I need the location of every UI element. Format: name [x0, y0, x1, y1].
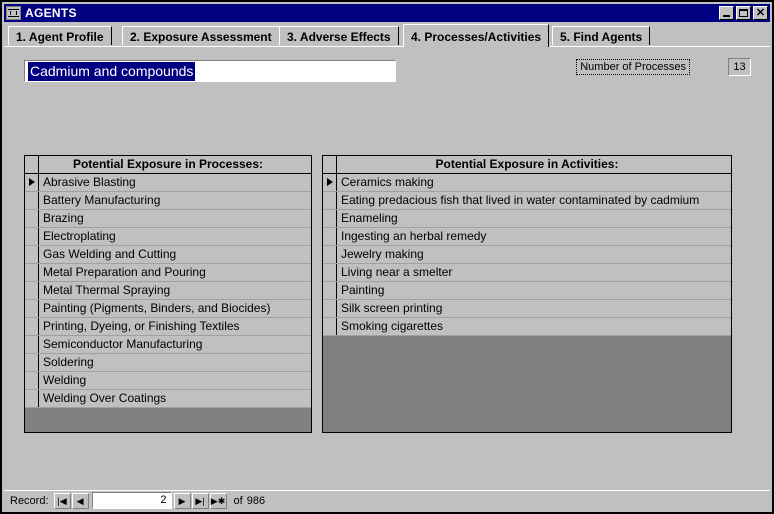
number-of-processes-label: Number of Processes	[576, 59, 690, 75]
table-row[interactable]	[323, 300, 731, 318]
process-name: Gas Welding and Cutting	[43, 247, 177, 261]
new-record-button[interactable]	[210, 493, 227, 509]
table-row[interactable]	[25, 354, 311, 372]
agent-name-field[interactable]	[24, 60, 396, 82]
minimize-icon	[723, 15, 730, 17]
table-row[interactable]	[323, 318, 731, 336]
row-selector[interactable]	[25, 300, 39, 317]
close-icon: ✕	[755, 7, 766, 19]
table-row[interactable]	[323, 192, 731, 210]
tab-find-agents[interactable]: 5. Find Agents	[552, 26, 650, 45]
process-name: Brazing	[43, 211, 84, 225]
table-row[interactable]	[25, 192, 311, 210]
close-button[interactable]	[753, 6, 768, 20]
maximize-button[interactable]	[736, 6, 751, 20]
activity-name: Jewelry making	[341, 247, 424, 261]
processes-rows[interactable]	[25, 174, 311, 432]
table-row[interactable]	[25, 246, 311, 264]
row-selector[interactable]	[323, 300, 337, 317]
row-selector[interactable]	[323, 192, 337, 209]
process-name: Battery Manufacturing	[43, 193, 161, 207]
record-label: Record:	[10, 494, 49, 507]
previous-record-button[interactable]	[72, 493, 89, 509]
activity-name: Living near a smelter	[341, 265, 453, 279]
table-row[interactable]	[25, 300, 311, 318]
last-record-button[interactable]	[192, 493, 209, 509]
row-selector[interactable]	[25, 282, 39, 299]
record-number-input[interactable]: 2	[92, 492, 172, 509]
row-selector[interactable]	[25, 228, 39, 245]
table-row[interactable]	[25, 228, 311, 246]
table-row[interactable]	[25, 282, 311, 300]
row-selector[interactable]	[25, 264, 39, 281]
table-row[interactable]	[25, 336, 311, 354]
processes-empty-area	[25, 408, 311, 432]
process-name: Welding	[43, 373, 87, 387]
row-selector[interactable]	[25, 210, 39, 227]
process-name: Electroplating	[43, 229, 116, 243]
activity-name: Ceramics making	[341, 175, 434, 189]
table-row[interactable]	[323, 228, 731, 246]
tab-exposure-assessment[interactable]: 2. Exposure Assessment	[122, 26, 280, 45]
tab-agent-profile[interactable]: 1. Agent Profile	[8, 26, 112, 45]
database-icon	[6, 6, 21, 20]
activity-name: Silk screen printing	[341, 301, 443, 315]
activity-name: Painting	[341, 283, 385, 297]
table-row[interactable]	[25, 264, 311, 282]
activity-name: Enameling	[341, 211, 398, 225]
row-selector[interactable]	[25, 336, 39, 353]
process-name: Abrasive Blasting	[43, 175, 136, 189]
last-record-icon: ▶|	[195, 495, 205, 506]
minimize-button[interactable]	[719, 6, 734, 20]
table-row[interactable]	[323, 264, 731, 282]
form-body	[4, 46, 770, 492]
processes-select-column-header[interactable]	[25, 156, 39, 173]
activity-name: Smoking cigarettes	[341, 319, 444, 333]
next-record-icon: ▶	[178, 495, 186, 506]
row-selector[interactable]	[323, 282, 337, 299]
process-name: Soldering	[43, 355, 94, 369]
table-row[interactable]	[25, 372, 311, 390]
process-name: Metal Thermal Spraying	[43, 283, 171, 297]
process-name: Metal Preparation and Pouring	[43, 265, 206, 279]
row-selector[interactable]	[323, 264, 337, 281]
table-row[interactable]	[25, 390, 311, 408]
activities-subform	[322, 155, 732, 433]
maximize-icon	[739, 9, 748, 17]
activity-name: Ingesting an herbal remedy	[341, 229, 487, 243]
tab-processes-activities[interactable]: 4. Processes/Activities	[403, 24, 549, 47]
record-navigator	[4, 490, 770, 510]
new-record-icon: ▶✱	[210, 495, 226, 506]
window-controls	[719, 6, 768, 20]
row-selector[interactable]	[25, 174, 39, 191]
activities-select-column-header[interactable]	[323, 156, 337, 173]
table-row[interactable]	[323, 246, 731, 264]
row-selector[interactable]	[323, 318, 337, 335]
table-row[interactable]	[323, 174, 731, 192]
row-selector[interactable]	[323, 210, 337, 227]
tab-bar	[8, 24, 768, 46]
row-selector[interactable]	[25, 354, 39, 371]
row-selector[interactable]	[323, 174, 337, 191]
processes-header	[25, 156, 311, 174]
table-row[interactable]	[25, 174, 311, 192]
table-row[interactable]	[323, 282, 731, 300]
activities-rows[interactable]	[323, 174, 731, 432]
process-name: Welding Over Coatings	[43, 391, 167, 405]
processes-subform	[24, 155, 312, 433]
process-name: Painting (Pigments, Binders, and Biocides)	[43, 301, 271, 315]
row-selector[interactable]	[25, 372, 39, 389]
table-row[interactable]	[25, 318, 311, 336]
record-of-label: of	[233, 494, 243, 507]
row-selector[interactable]	[323, 228, 337, 245]
row-selector[interactable]	[25, 318, 39, 335]
next-record-button[interactable]	[174, 493, 191, 509]
number-of-processes-value: 13	[728, 58, 751, 76]
row-selector[interactable]	[25, 246, 39, 263]
previous-record-icon: ◀	[76, 495, 84, 506]
window-title: AGENTS	[25, 6, 77, 20]
first-record-icon: |◀	[57, 495, 67, 506]
row-selector[interactable]	[25, 390, 39, 407]
row-selector[interactable]	[323, 246, 337, 263]
table-row[interactable]	[323, 210, 731, 228]
agent-name-value: Cadmium and compounds	[30, 63, 194, 79]
table-row[interactable]	[25, 210, 311, 228]
activities-header	[323, 156, 731, 174]
window-titlebar[interactable]	[4, 4, 770, 22]
activities-header-label: Potential Exposure in Activities:	[435, 157, 619, 171]
process-name: Semiconductor Manufacturing	[43, 337, 203, 351]
record-total: 986	[246, 494, 266, 507]
activity-name: Eating predacious fish that lived in water contaminated by cadmium	[341, 193, 700, 207]
processes-header-label: Potential Exposure in Processes:	[72, 157, 264, 171]
process-name: Printing, Dyeing, or Finishing Textiles	[43, 319, 240, 333]
tab-adverse-effects[interactable]: 3. Adverse Effects	[279, 26, 399, 45]
first-record-button[interactable]	[54, 493, 71, 509]
row-selector[interactable]	[25, 192, 39, 209]
activities-empty-area	[323, 336, 731, 432]
